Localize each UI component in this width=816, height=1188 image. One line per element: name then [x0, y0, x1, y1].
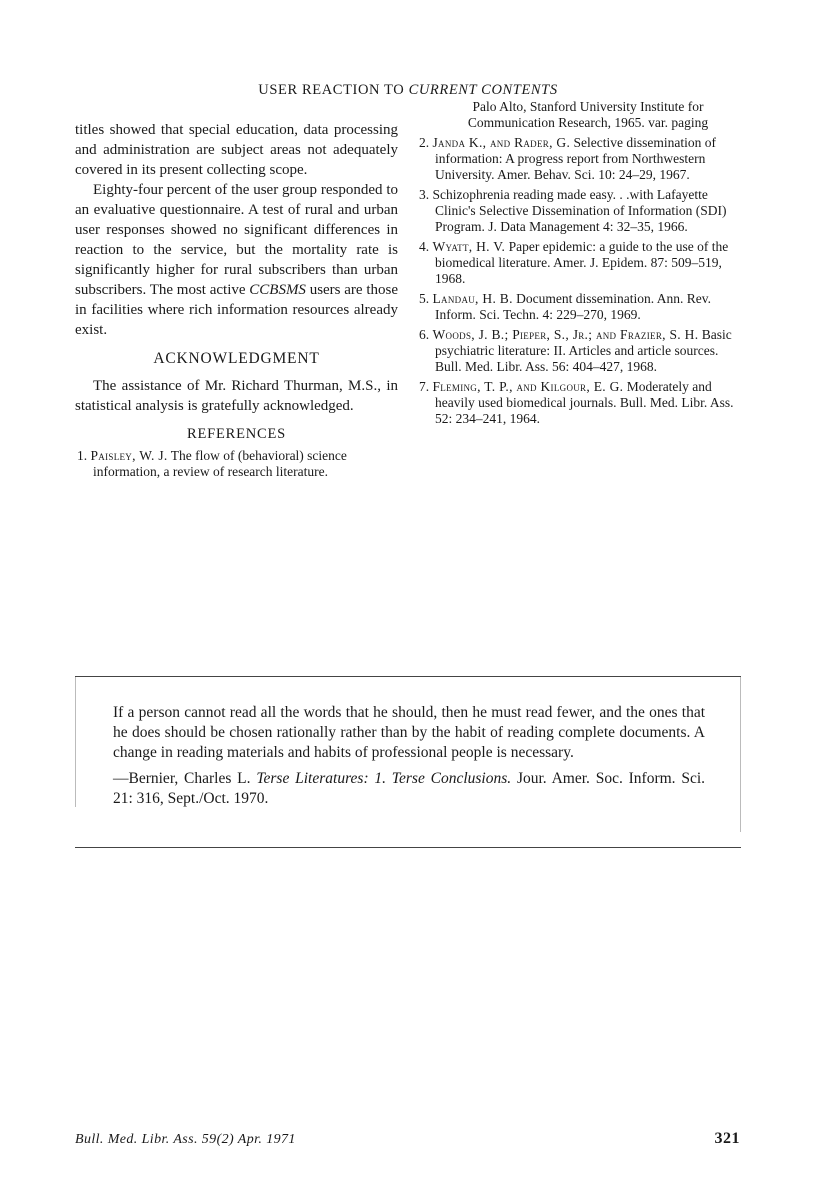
running-head-italic: CURRENT CONTENTS: [408, 82, 558, 98]
quote-box-left-border: [75, 677, 76, 807]
quote-content: [113, 703, 705, 809]
acknowledgment-text: The assistance of Mr. Richard Thurman, M.S., in statistical analysis is gratefully acknowledged.: [75, 378, 398, 414]
page-number: 321: [714, 1130, 740, 1147]
reference-7: 7. Fleming, T. P., and Kilgour, E. G. Moderately and heavily used biomedical journals. Bull. Med. Libr. Ass. 52: 234–241, 1964.: [419, 379, 734, 426]
reference-list: [417, 135, 741, 427]
left-column: [75, 120, 398, 484]
reference-1: 1. Paisley, W. J. The flow of (behavioral) science information, a review of research literature.: [77, 448, 347, 479]
running-head: [0, 82, 816, 99]
reference-1-continued: Palo Alto, Stanford University Institute for Communication Research, 1965. var. paging: [467, 99, 709, 130]
reference-4: 4. Wyatt, H. V. Paper epidemic: a guide to the use of the biomedical literature. Amer. J. Epidem. 87: 509–519, 1968.: [419, 239, 729, 286]
quote-text: If a person cannot read all the words that he should, then he must read fewer, and the ones that he does should be chosen rationally rather than by the habit of reading complete documents. A change in reading materials and habits of professional people is necessary.: [113, 704, 705, 761]
quote-attribution: —Bernier, Charles L. Terse Literatures: 1. Terse Conclusions. Jour. Amer. Soc. Inform. Sci. 21: 316, Sept./Oct. 1970.: [113, 770, 706, 807]
paragraph-2: Eighty-four percent of the user group responded to an evaluative questionnaire. A test of rural and urban user responses showed no significant differences in reaction to the service, but the mortality rate is significantly higher for rural subscribers than urban subscribers. The most active CCBSMS users are those in facilities where rich information resources already exist.: [75, 182, 398, 338]
quote-box-right-border: [740, 677, 741, 832]
right-column: [417, 99, 741, 431]
acknowledgment-heading: ACKNOWLEDGMENT: [153, 350, 320, 367]
reference-3: 3. Schizophrenia reading made easy. . .with Lafayette Clinic's Selective Dissemination of Information (SDI) Program. J. Data Management 4: 32–35, 1966.: [419, 187, 727, 234]
quote-box: [75, 676, 741, 848]
reference-5: 5. Landau, H. B. Document dissemination. Ann. Rev. Inform. Sci. Techn. 4: 229–270, 1969.: [419, 291, 712, 322]
reference-2: 2. Janda K., and Rader, G. Selective dissemination of information: A progress report from Northwestern University. Amer. Behav. Sci. 10: 24–29, 1967.: [419, 135, 716, 182]
footer-journal: Bull. Med. Libr. Ass. 59(2) Apr. 1971: [75, 1132, 296, 1147]
reference-6: 6. Woods, J. B.; Pieper, S., Jr.; and Frazier, S. H. Basic psychiatric literature: II. Articles and article sources. Bull. Med. Libr. Ass. 56: 404–427, 1968.: [419, 327, 732, 374]
references-heading: REFERENCES: [186, 426, 287, 442]
running-head-prefix: USER REACTION TO: [258, 82, 405, 98]
paragraph-1: titles showed that special education, data processing and administration are subject areas not adequately covered in its present collecting scope.: [75, 122, 398, 178]
